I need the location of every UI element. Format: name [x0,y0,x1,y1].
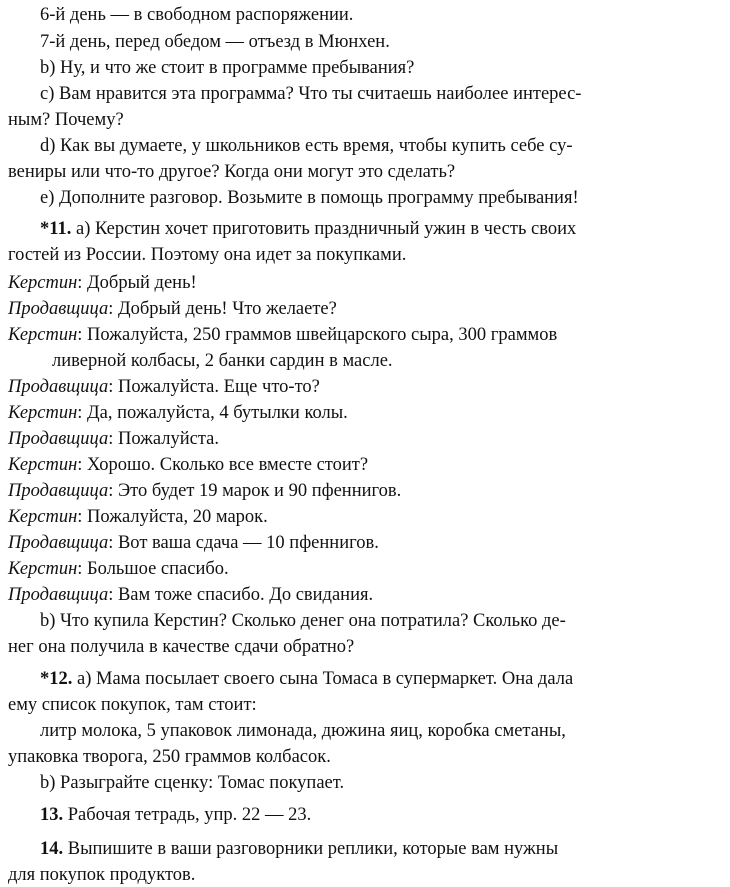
intro-line: 6-й день — в свободном распоряжении. [40,5,354,25]
task-13 [40,806,311,825]
utterance: : Добрый день! [77,273,197,293]
task-text: a) Керстин хочет приготовить праздничный ужин в честь своих [71,219,577,239]
task-11-b-cont: нег она получила в качестве сдачи обратно? [8,637,355,657]
task-number: 14. [40,839,64,859]
task-number: *11. [40,219,72,239]
speaker: Керстин [8,455,78,475]
question-line: c) Вам нравится эта программа? Что ты считаешь наиболее интерес- [40,84,582,104]
speaker: Продавщица [8,377,109,397]
question-line: вениры или что-то другое? Когда они могут это сделать? [8,162,456,182]
task-number: 13. [40,805,64,825]
dialogue-line [8,508,268,527]
utterance: : Пожалуйста, 20 марок. [77,507,268,527]
speaker: Керстин [8,273,78,293]
task-text: Рабочая тетрадь, упр. 22 — 23. [63,805,312,825]
question-line: d) Как вы думаете, у школьников есть время, чтобы купить себе су- [40,136,573,156]
task-11-b: b) Что купила Керстин? Сколько денег она потратила? Сколько де- [40,611,566,631]
intro-line: 7-й день, перед обедом — отъезд в Мюнхен. [40,32,390,52]
speaker: Керстин [8,507,78,527]
utterance: : Большое спасибо. [77,559,229,579]
dialogue-line [8,430,219,449]
dialogue-line [8,300,337,319]
task-12-intro-cont: ему список покупок, там стоит: [8,695,257,715]
utterance: : Это будет 19 марок и 90 пфеннигов. [108,481,402,501]
question-line: b) Ну, и что же стоит в программе пребывания? [40,58,415,78]
speaker: Продавщица [8,481,109,501]
question-line: e) Дополните разговор. Возьмите в помощь программу пребывания! [40,188,579,208]
utterance: ливерной колбасы, 2 банки сардин в масле. [52,351,393,371]
task-12-b: b) Разыграйте сценку: Томас покупает. [40,773,345,793]
task-text: a) Мама посылает своего сына Томаса в супермаркет. Она дала [72,669,574,689]
utterance: : Пожалуйста. [108,429,220,449]
dialogue-line [8,586,373,605]
task-11-intro-cont: гостей из России. Поэтому она идет за покупками. [8,245,407,265]
question-line: ным? Почему? [8,110,124,130]
speaker: Продавщица [8,299,109,319]
task-14 [40,840,558,859]
task-14-cont: для покупок продуктов. [8,865,196,885]
dialogue-line [52,352,393,371]
dialogue-line [8,404,348,423]
dialogue-line [8,274,197,293]
speaker: Продавщица [8,533,109,553]
task-12-intro [40,670,573,689]
speaker: Керстин [8,403,78,423]
task-text: Выпишите в ваши разговорники реплики, которые вам нужны [63,839,559,859]
dialogue-line [8,560,229,579]
utterance: : Хорошо. Сколько все вместе стоит? [77,455,369,475]
task-11-intro [40,220,576,239]
dialogue-line [8,326,557,345]
task-number: *12. [40,669,73,689]
utterance: : Да, пожалуйста, 4 бутылки колы. [77,403,348,423]
speaker: Продавщица [8,585,109,605]
utterance: : Вам тоже спасибо. До свидания. [108,585,374,605]
utterance: : Пожалуйста. Еще что-то? [108,377,320,397]
utterance: : Пожалуйста, 250 граммов швейцарского сыра, 300 граммов [77,325,558,345]
shopping-list-line: упаковка творога, 250 граммов колбасок. [8,747,331,767]
utterance: : Добрый день! Что желаете? [108,299,337,319]
utterance: : Вот ваша сдача — 10 пфеннигов. [108,533,379,553]
speaker: Керстин [8,559,78,579]
dialogue-line [8,534,379,553]
shopping-list-line: литр молока, 5 упаковок лимонада, дюжина яиц, коробка сметаны, [40,721,566,741]
speaker: Керстин [8,325,78,345]
dialogue-line [8,378,320,397]
speaker: Продавщица [8,429,109,449]
dialogue-line [8,482,401,501]
dialogue-line [8,456,368,475]
